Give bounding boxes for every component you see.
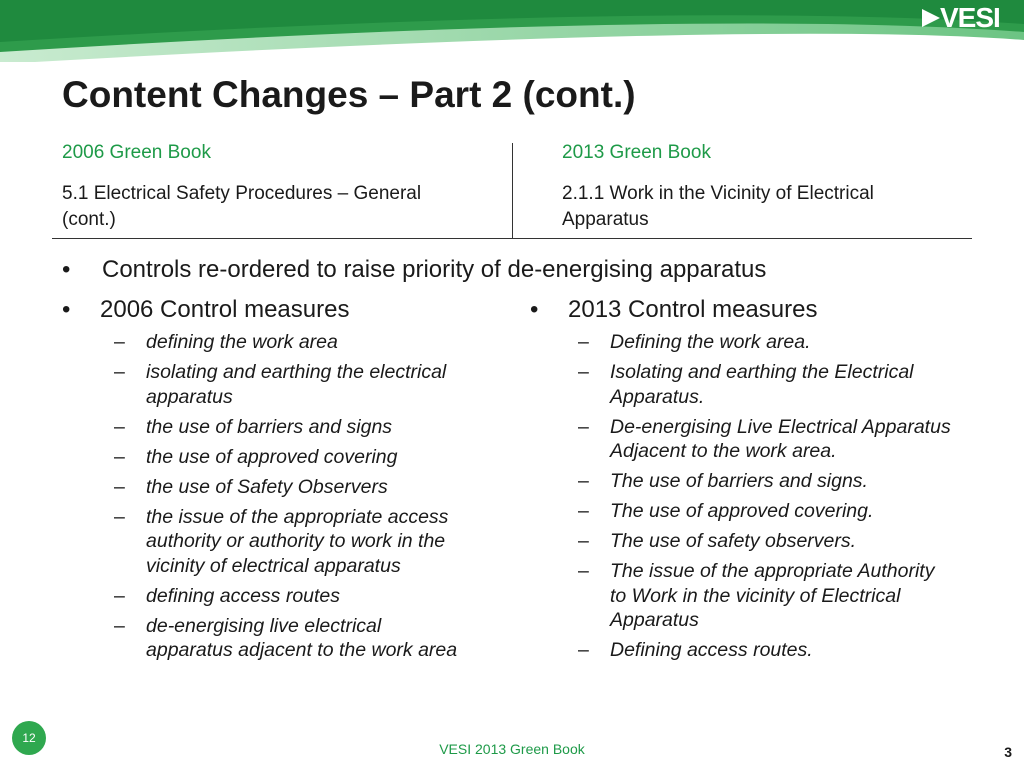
logo-text: VESI [940,2,1000,33]
list-item [530,415,970,464]
list-item-text: The issue of the appropriate Authority to Work in the vicinity of Electrical Apparatus [610,560,935,631]
list-item-text: the use of barriers and signs [146,415,393,438]
dash-icon: – [114,445,125,468]
list-item-text: the use of approved covering [146,445,398,468]
dash-icon: – [114,361,125,383]
slide-title: Content Changes – Part 2 (cont.) [62,74,636,115]
list-item-text: the use of Safety Observers [146,475,388,498]
dash-icon: – [114,614,125,637]
left-table-subheading: 5.1 Electrical Safety Procedures – General (cont.) [62,183,422,230]
list-item-text: the issue of the appropriate access authority or authority to work in the vicinity of electrical apparatus [146,505,449,577]
page-badge: 12 [12,721,46,755]
dash-icon: – [114,415,125,438]
list-item [62,330,482,355]
list-item [62,415,482,440]
dash-icon: – [578,415,589,438]
dash-icon: – [114,584,125,607]
left-column-2006 [62,296,482,668]
table-bottom-rule [52,238,972,239]
list-item-text: isolating and earthing the electrical apparatus [146,361,447,408]
vesi-logo [922,3,1018,31]
left-control-list [62,330,482,663]
list-item [530,559,970,633]
list-item-text: The use of safety observers. [610,530,857,552]
dash-icon: – [114,475,125,498]
header-banner [0,0,1024,62]
right-table-heading: 2013 Green Book [562,142,711,163]
right-table-subheading: 2.1.1 Work in the Vicinity of Electrical Apparatus [562,183,874,230]
list-item-text: Defining the work area. [610,331,811,353]
bullet-icon: • [62,296,71,323]
list-item-text: Isolating and earthing the Electrical Apparatus. [610,361,914,408]
bullet-icon: • [62,256,71,283]
list-item [530,360,970,409]
dash-icon: – [578,560,589,582]
list-item [62,584,482,609]
list-item-text: The use of barriers and signs. [610,470,868,492]
dash-icon: – [578,331,589,353]
main-bullet-text: Controls re-ordered to raise priority of de-energising apparatus [102,256,767,283]
list-item [530,638,970,663]
list-item [530,330,970,355]
right-column-heading-text: 2013 Control measures [568,296,818,323]
list-item-text: defining the work area [146,331,338,353]
list-item [62,614,482,663]
list-item-text: de-energising live electrical apparatus adjacent to the work area [146,614,458,661]
right-column-2013 [530,296,970,668]
list-item [62,360,482,409]
bullet-icon: • [530,296,539,323]
list-item [530,469,970,494]
dash-icon: – [578,639,589,661]
dash-icon: – [578,361,589,383]
main-bullet [62,256,766,284]
list-item-text: defining access routes [146,584,341,607]
list-item-text: De-energising Live Electrical Apparatus Adjacent to the work area. [610,415,951,462]
dash-icon: – [578,500,589,522]
left-column-heading-text: 2006 Control measures [100,296,350,323]
dash-icon: – [578,470,589,492]
right-control-list [530,330,970,663]
left-table-heading: 2006 Green Book [62,142,211,163]
logo-mark-icon [922,9,940,27]
list-item [530,529,970,554]
left-column-heading [62,296,482,330]
dash-icon: – [114,331,125,353]
list-item [62,445,482,470]
page-number: 3 [1004,744,1012,760]
table-column-divider [512,143,513,239]
list-item-text: Defining access routes. [610,639,813,661]
dash-icon: – [578,530,589,552]
list-item-text: The use of approved covering. [610,500,874,522]
list-item [62,475,482,500]
dash-icon: – [114,505,125,528]
right-column-heading [530,296,970,330]
footer-title: VESI 2013 Green Book [439,741,585,757]
list-item [62,505,482,579]
list-item [530,499,970,524]
